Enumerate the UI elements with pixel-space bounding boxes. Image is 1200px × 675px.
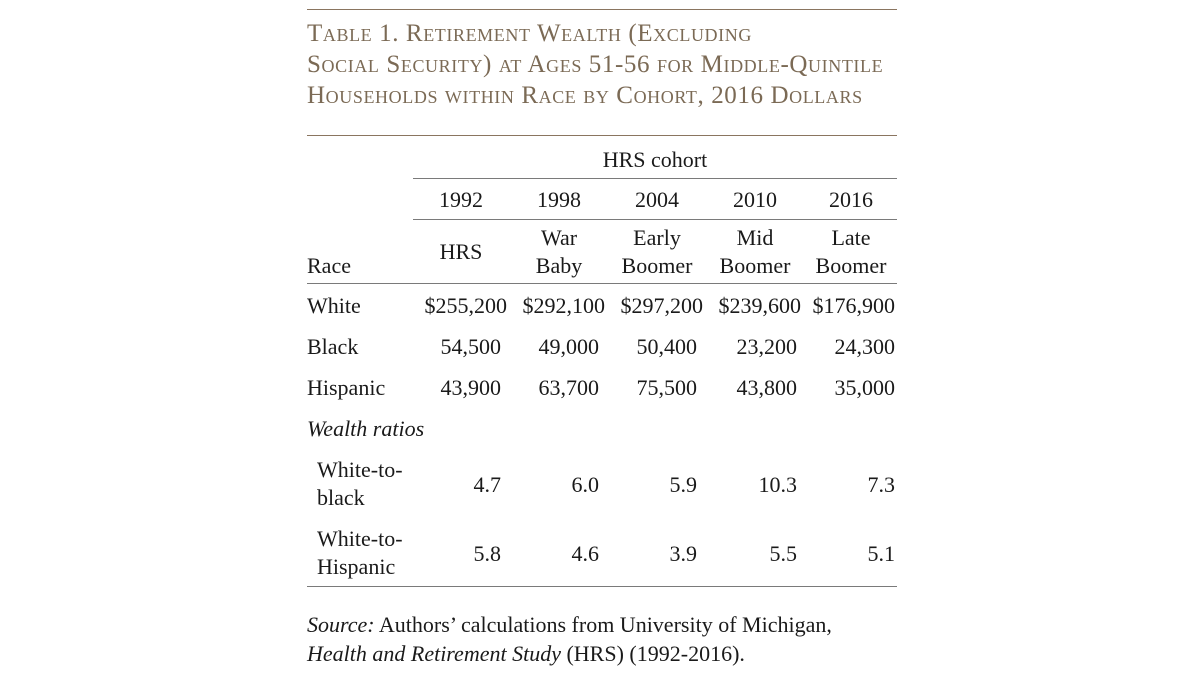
value-hispanic-1992: 43,900 <box>440 375 501 400</box>
year-header-2: 1998 <box>537 187 581 212</box>
source-line-2-text: (HRS) (1992-2016). <box>560 641 745 666</box>
source-line-1 <box>307 610 897 639</box>
ratio-label-white-black-line-2: black <box>317 485 365 510</box>
row-label-black: Black <box>307 334 359 359</box>
source-study-name: Health and Retirement Study <box>307 641 561 666</box>
table-top-rule <box>307 135 897 136</box>
ratio-white-hispanic-1992: 5.8 <box>473 541 501 566</box>
value-hispanic-1998: 63,700 <box>538 375 599 400</box>
value-black-1992: 54,500 <box>440 334 501 359</box>
ratio-white-hispanic-2010: 5.5 <box>769 541 797 566</box>
year-header-3: 2004 <box>635 187 679 212</box>
ratio-white-hispanic-2016: 5.1 <box>867 541 895 566</box>
row-label-white: White <box>307 293 361 318</box>
source-lead: Source: <box>307 612 375 637</box>
ratio-label-white-hispanic-line-2: Hispanic <box>317 554 396 579</box>
value-white-1992: $255,200 <box>424 293 507 318</box>
value-black-2004: 50,400 <box>636 334 697 359</box>
value-hispanic-2010: 43,800 <box>736 375 797 400</box>
year-rule <box>413 219 897 220</box>
year-header-5: 2016 <box>829 187 873 212</box>
value-hispanic-2016: 35,000 <box>834 375 895 400</box>
year-header-4: 2010 <box>733 187 777 212</box>
spanner-rule <box>413 178 897 179</box>
spanner-header: HRS cohort <box>602 147 708 172</box>
value-black-2016: 24,300 <box>834 334 895 359</box>
cohort-header-4-line-2: Boomer <box>719 253 791 278</box>
source-note <box>307 610 897 668</box>
cohort-header-5-line-2: Boomer <box>815 253 887 278</box>
top-rule <box>307 9 897 10</box>
ratio-label-white-hispanic-line-1: White-to- <box>317 526 403 551</box>
source-line-1-text: Authors’ calculations from University of Michigan, <box>374 612 832 637</box>
cohort-header-2-line-2: Baby <box>535 253 583 278</box>
ratio-white-black-2010: 10.3 <box>758 472 797 497</box>
value-white-2010: $239,600 <box>718 293 801 318</box>
row-label-hispanic: Hispanic <box>307 375 386 400</box>
value-black-2010: 23,200 <box>736 334 797 359</box>
value-white-1998: $292,100 <box>522 293 605 318</box>
ratio-white-black-1998: 6.0 <box>571 472 599 497</box>
ratio-white-black-2016: 7.3 <box>867 472 895 497</box>
cohort-header-3-line-1: Early <box>633 225 681 250</box>
wealth-ratios-heading: Wealth ratios <box>307 416 425 441</box>
cohort-header-3-line-2: Boomer <box>621 253 693 278</box>
table-bottom-rule <box>307 586 897 587</box>
title-line-2: Social Security) at Ages 51-56 for Middle-Quintile <box>307 51 884 78</box>
header-rule <box>307 283 897 284</box>
value-hispanic-2004: 75,500 <box>636 375 697 400</box>
cohort-header-2-line-1: War <box>540 225 578 250</box>
table-figure <box>307 0 897 675</box>
ratio-white-hispanic-1998: 4.6 <box>571 541 599 566</box>
ratio-white-hispanic-2004: 3.9 <box>669 541 697 566</box>
table-title <box>307 18 897 111</box>
year-header-1: 1992 <box>439 187 483 212</box>
value-white-2004: $297,200 <box>620 293 703 318</box>
value-white-2016: $176,900 <box>812 293 895 318</box>
ratio-label-white-black-line-1: White-to- <box>317 457 403 482</box>
value-black-1998: 49,000 <box>538 334 599 359</box>
cohort-header-5-line-1: Late <box>831 225 871 250</box>
title-line-1: Table 1. Retirement Wealth (Excluding <box>307 20 752 47</box>
ratio-white-black-1992: 4.7 <box>473 472 501 497</box>
cohort-header-4-line-1: Mid <box>736 225 774 250</box>
ratio-white-black-2004: 5.9 <box>669 472 697 497</box>
title-line-3: Households within Race by Cohort, 2016 Dollars <box>307 82 863 109</box>
source-line-2 <box>307 639 897 668</box>
row-header-race: Race <box>307 253 351 278</box>
cohort-header-1: HRS <box>439 239 483 264</box>
